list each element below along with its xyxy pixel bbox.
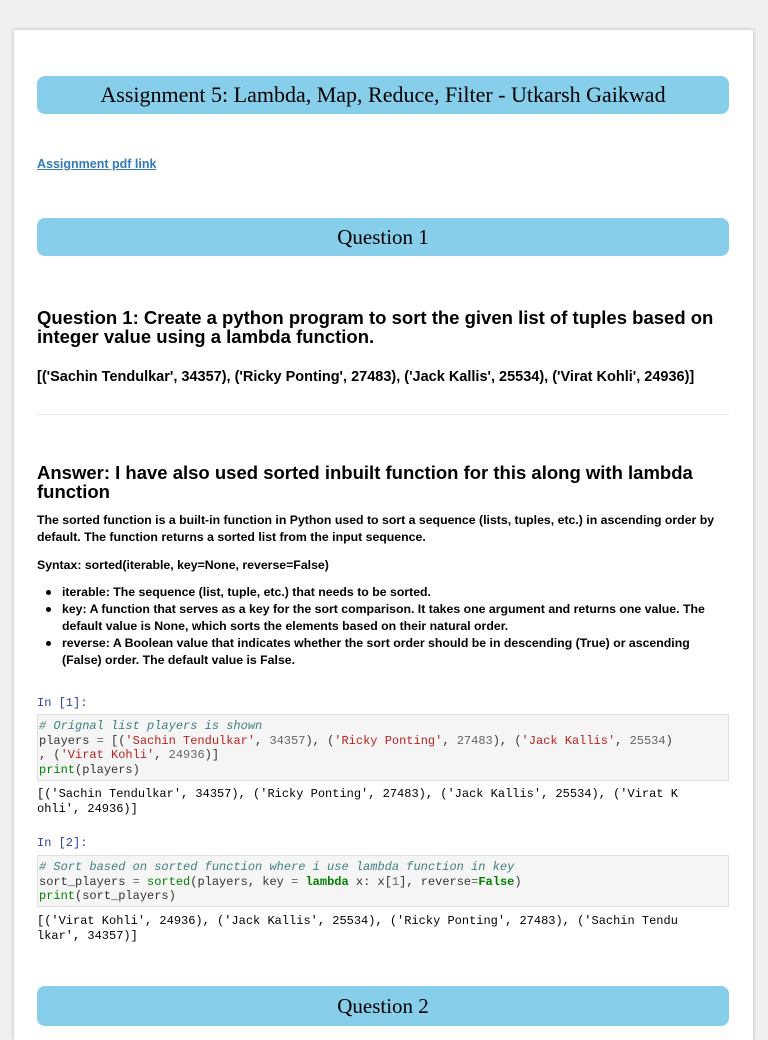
code-token: , [255, 733, 270, 748]
bullet-text: reverse: A Boolean value that indicates whether the sort order should be in descending (True) or ascending (False) order. The default value is False. [62, 636, 690, 667]
question1-banner: Question 1 [37, 218, 729, 256]
assignment-pdf-link[interactable]: Assignment pdf link [37, 157, 157, 171]
code-line [39, 734, 728, 749]
code-token: ), ( [492, 733, 522, 748]
code-token: (players, key [190, 874, 292, 889]
code-token: 'Sachin Tendulkar' [125, 733, 256, 748]
code-token: ], reverse [399, 874, 472, 889]
bullet-text: iterable: The sequence (list, tuple, etc.) that needs to be sorted. [62, 585, 431, 599]
code-token: x: x[ [348, 874, 392, 889]
code-token: 'Jack Kallis' [521, 733, 616, 748]
bullet-dot-icon [46, 590, 51, 595]
bullet-item-reverse [37, 635, 729, 669]
code-token: , [615, 733, 630, 748]
assignment-title-banner: Assignment 5: Lambda, Map, Reduce, Filter - Utkarsh Gaikwad [37, 76, 729, 114]
code-token: print [39, 889, 76, 903]
code-token: # Orignal list players is shown [39, 719, 263, 733]
question1-list-text: [('Sachin Tendulkar', 34357), ('Ricky Ponting', 27483), ('Jack Kallis', 25534), ('Virat Kohli', 24936)] [37, 369, 695, 385]
code-token: lambda [305, 874, 349, 889]
code-token: ), ( [305, 733, 335, 748]
cell2-output: [('Virat Kohli', 24936), ('Jack Kallis', 25534), ('Ricky Ponting', 27483), ('Sachin Tendu lkar', 34357)] [37, 914, 678, 943]
code-token: # Sort based on sorted function where i use lambda function in key [39, 860, 515, 874]
answer-heading: Answer: I have also used sorted inbuilt function for this along with lambda function [37, 462, 693, 502]
cell1-code[interactable] [37, 714, 729, 781]
bullet-item-iterable [37, 584, 729, 601]
code-token: 25534 [629, 733, 666, 748]
code-token: [( [103, 733, 126, 748]
code-token: = [132, 874, 140, 889]
code-line [39, 889, 728, 904]
code-line [39, 875, 728, 890]
code-line [39, 748, 728, 763]
code-token: )] [204, 748, 220, 762]
code-token: = [96, 733, 104, 748]
syntax-bullet-list [37, 584, 729, 669]
code-token: = [291, 874, 299, 889]
bullet-dot-icon [46, 607, 51, 612]
code-line [39, 860, 728, 875]
code-token: (sort_players) [75, 889, 176, 903]
bullet-dot-icon [46, 641, 51, 646]
code-token: (players) [75, 762, 140, 777]
code-token: , ( [39, 748, 61, 762]
question1-heading: Question 1: Create a python program to sort the given list of tuples based on integer value using a lambda function. [37, 307, 714, 347]
code-token: 24936 [168, 748, 205, 762]
bullet-item-key [37, 601, 729, 635]
code-token: 34357 [269, 733, 306, 748]
cell2-code[interactable] [37, 855, 729, 907]
code-token: = [471, 874, 479, 889]
cell1-prompt: In [1]: [37, 696, 88, 710]
cell2-prompt: In [2]: [37, 836, 88, 850]
code-token: , [154, 748, 169, 762]
bullet-text: key: A function that serves as a key for the sort comparison. It takes one argument and returns one value. The default value is None, which sorts the elements based on their natural order. [62, 602, 705, 633]
code-token: sort_players [39, 874, 133, 889]
code-token: 'Virat Kohli' [60, 748, 155, 762]
code-line [39, 719, 728, 734]
notebook-page [14, 30, 753, 1040]
question2-banner: Question 2 [37, 986, 729, 1026]
code-token: print [39, 762, 76, 777]
code-token: False [478, 874, 515, 889]
code-token [140, 875, 147, 889]
code-token: 'Ricky Ponting' [334, 733, 443, 748]
code-token: 27483 [456, 733, 493, 748]
code-line [39, 763, 728, 778]
code-token: ) [514, 874, 522, 889]
code-token: players [39, 733, 97, 748]
code-token: , [442, 733, 457, 748]
section-divider [37, 414, 729, 415]
code-token: sorted [147, 874, 191, 889]
answer-paragraph: The sorted function is a built-in function in Python used to sort a sequence (lists, tuples, etc.) in ascending order by default. The function returns a sorted list from the input sequence. [37, 513, 715, 544]
code-token: ) [665, 733, 673, 748]
answer-syntax: Syntax: sorted(iterable, key=None, reverse=False) [37, 558, 329, 572]
code-token: 1 [391, 874, 400, 889]
cell1-output: [('Sachin Tendulkar', 34357), ('Ricky Ponting', 27483), ('Jack Kallis', 25534), ('Virat K ohli', 24936)] [37, 787, 678, 816]
